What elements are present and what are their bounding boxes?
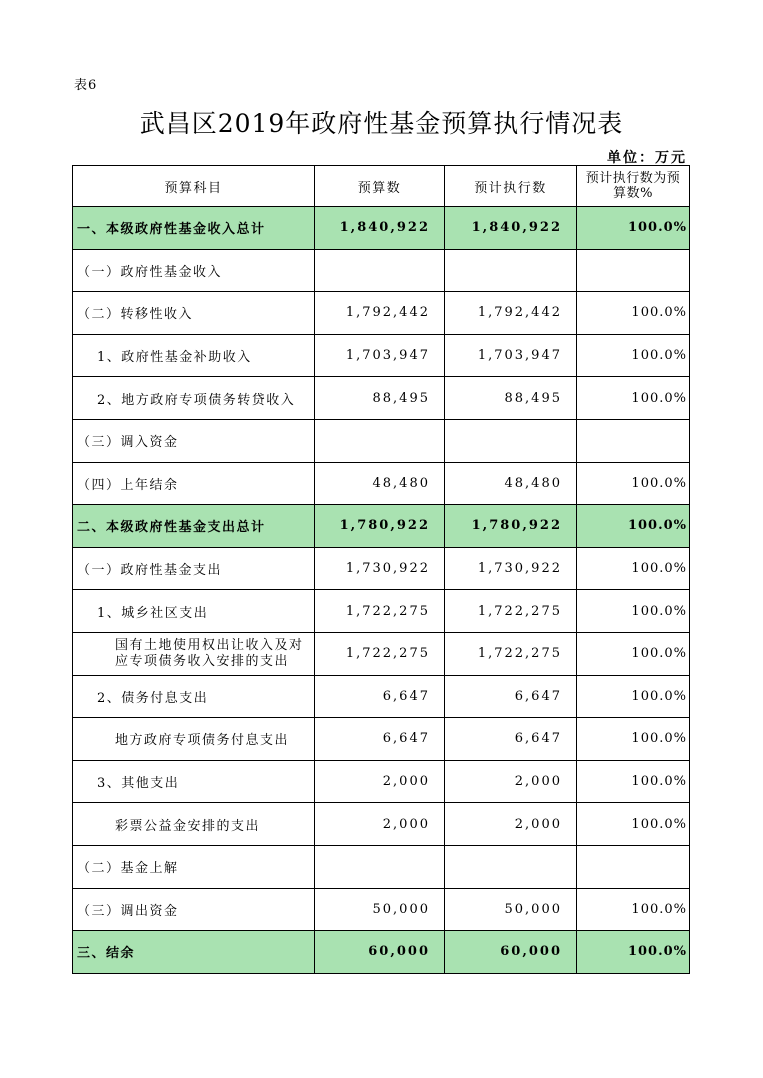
column-header-budget: 预算数 <box>315 166 445 207</box>
cell-budget: 6,647 <box>315 675 445 718</box>
table-row-special-bond-transfer <box>73 377 690 420</box>
cell-percent: 100.0% <box>577 292 690 335</box>
cell-budget <box>315 419 445 462</box>
column-header-percent: 预计执行数为预算数% <box>577 166 690 207</box>
cell-percent: 100.0% <box>577 590 690 633</box>
cell-percent: 100.0% <box>577 760 690 803</box>
cell-budget <box>315 249 445 292</box>
cell-percent: 100.0% <box>577 334 690 377</box>
cell-budget: 2,000 <box>315 760 445 803</box>
table-row-expenditure-total <box>73 505 690 548</box>
cell-budget: 1,840,922 <box>315 207 445 250</box>
table-row-funds-transferred-in <box>73 419 690 462</box>
cell-actual: 2,000 <box>445 803 577 846</box>
cell-subject: （二）基金上解 <box>73 845 315 888</box>
cell-actual <box>445 419 577 462</box>
table-row-govfund-subsidy <box>73 334 690 377</box>
cell-percent: 100.0% <box>577 888 690 931</box>
cell-percent <box>577 419 690 462</box>
table-row-other-expenditure <box>73 760 690 803</box>
cell-percent <box>577 249 690 292</box>
table-row-income-total <box>73 207 690 250</box>
cell-percent: 100.0% <box>577 207 690 250</box>
cell-percent: 100.0% <box>577 718 690 761</box>
cell-budget: 48,480 <box>315 462 445 505</box>
table-row-special-debt-interest <box>73 718 690 761</box>
cell-percent: 100.0% <box>577 803 690 846</box>
cell-actual: 1,730,922 <box>445 547 577 590</box>
cell-actual: 1,840,922 <box>445 207 577 250</box>
cell-subject: 地方政府专项债务付息支出 <box>73 718 315 761</box>
cell-budget: 50,000 <box>315 888 445 931</box>
page-title: 武昌区2019年政府性基金预算执行情况表 <box>139 109 624 138</box>
cell-actual: 50,000 <box>445 888 577 931</box>
cell-subject: 国有土地使用权出让收入及对应专项债务收入安排的支出 <box>73 632 315 675</box>
cell-subject: 一、本级政府性基金收入总计 <box>73 207 315 250</box>
cell-subject: （二）转移性收入 <box>73 292 315 335</box>
cell-actual: 1,722,275 <box>445 590 577 633</box>
cell-actual: 1,722,275 <box>445 632 577 675</box>
cell-actual: 60,000 <box>445 931 577 974</box>
cell-actual: 1,703,947 <box>445 334 577 377</box>
cell-subject: （三）调出资金 <box>73 888 315 931</box>
cell-actual: 1,792,442 <box>445 292 577 335</box>
cell-actual: 2,000 <box>445 760 577 803</box>
column-header-actual: 预计执行数 <box>445 166 577 207</box>
cell-subject: （一）政府性基金支出 <box>73 547 315 590</box>
cell-budget: 6,647 <box>315 718 445 761</box>
cell-actual <box>445 845 577 888</box>
cell-subject: （四）上年结余 <box>73 462 315 505</box>
cell-budget: 2,000 <box>315 803 445 846</box>
cell-actual <box>445 249 577 292</box>
cell-budget: 1,722,275 <box>315 590 445 633</box>
cell-percent: 100.0% <box>577 377 690 420</box>
table-row-transfer-income <box>73 292 690 335</box>
cell-actual: 1,780,922 <box>445 505 577 548</box>
cell-actual: 88,495 <box>445 377 577 420</box>
cell-percent: 100.0% <box>577 547 690 590</box>
cell-percent <box>577 845 690 888</box>
cell-budget: 1,722,275 <box>315 632 445 675</box>
cell-percent: 100.0% <box>577 505 690 548</box>
cell-subject: 2、债务付息支出 <box>73 675 315 718</box>
cell-subject: （一）政府性基金收入 <box>73 249 315 292</box>
table-row-govfund-expenditure <box>73 547 690 590</box>
cell-subject: 2、地方政府专项债务转贷收入 <box>73 377 315 420</box>
table-row-govfund-income <box>73 249 690 292</box>
table-row-prior-year-balance <box>73 462 690 505</box>
table-row-urban-rural <box>73 590 690 633</box>
cell-budget <box>315 845 445 888</box>
cell-percent: 100.0% <box>577 462 690 505</box>
cell-budget: 1,780,922 <box>315 505 445 548</box>
cell-actual: 6,647 <box>445 718 577 761</box>
cell-subject: 3、其他支出 <box>73 760 315 803</box>
table-row-fund-remittance <box>73 845 690 888</box>
table-row-funds-transferred-out <box>73 888 690 931</box>
cell-percent: 100.0% <box>577 931 690 974</box>
cell-actual: 48,480 <box>445 462 577 505</box>
table-row-balance <box>73 931 690 974</box>
cell-subject: 三、结余 <box>73 931 315 974</box>
column-header-subject: 预算科目 <box>73 166 315 207</box>
table-header-row <box>73 166 690 207</box>
cell-subject: （三）调入资金 <box>73 419 315 462</box>
cell-budget: 1,703,947 <box>315 334 445 377</box>
cell-subject: 1、政府性基金补助收入 <box>73 334 315 377</box>
table-row-debt-interest <box>73 675 690 718</box>
cell-budget: 88,495 <box>315 377 445 420</box>
table-number: 表6 <box>74 78 98 93</box>
unit-label: 单位：万元 <box>607 150 687 166</box>
cell-actual: 6,647 <box>445 675 577 718</box>
table-row-land-transfer <box>73 632 690 675</box>
cell-budget: 1,730,922 <box>315 547 445 590</box>
cell-percent: 100.0% <box>577 675 690 718</box>
cell-budget: 1,792,442 <box>315 292 445 335</box>
cell-subject: 二、本级政府性基金支出总计 <box>73 505 315 548</box>
cell-budget: 60,000 <box>315 931 445 974</box>
table-row-lottery-fund <box>73 803 690 846</box>
cell-subject: 彩票公益金安排的支出 <box>73 803 315 846</box>
cell-subject: 1、城乡社区支出 <box>73 590 315 633</box>
budget-table <box>72 165 690 974</box>
cell-percent: 100.0% <box>577 632 690 675</box>
